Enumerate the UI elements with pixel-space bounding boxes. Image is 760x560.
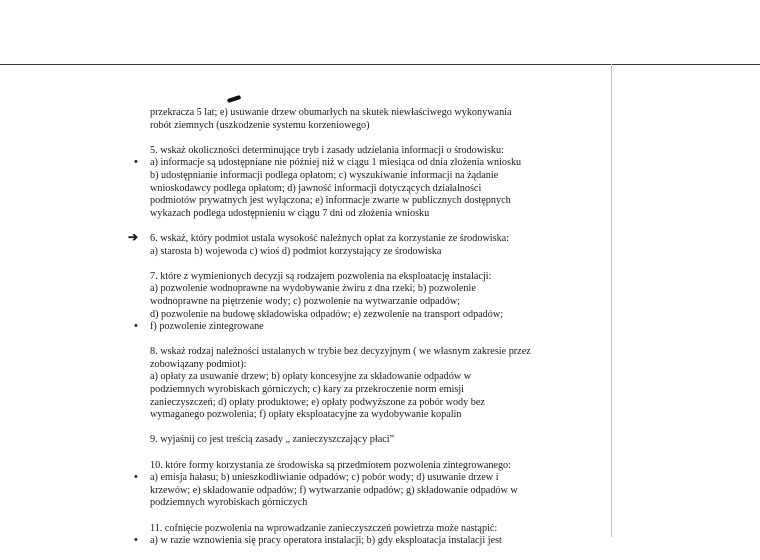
question-text: 6. wskaż, który podmiot ustala wysokość należnych opłat za korzystanie ze środowiska: <box>150 232 510 244</box>
bullet-mark-icon: • <box>134 320 138 333</box>
question-11 <box>134 522 610 548</box>
answer-line: d) pozwolenie na budowę składowiska odpadów; e) zezwolenie na transport odpadów; <box>150 308 504 320</box>
handwritten-arrow-icon: ➔ <box>128 229 139 244</box>
question-title: 10. które formy korzystania ze środowiska są przedmiotem pozwolenia zintegrowanego: <box>150 459 511 471</box>
question-title: 5. wskaż okoliczności determinujące tryb i zasady udzielania informacji o środowisku: <box>150 144 504 156</box>
question-8 <box>150 346 610 422</box>
question-7 <box>134 270 610 334</box>
question-title: 8. wskaż rodzaj należności ustalanych w trybie bez decyzyjnym ( we własnym zakresie przez <box>150 346 531 358</box>
scan-edge-right <box>611 64 612 537</box>
question-9 <box>150 434 610 447</box>
question-title: 11. cofnięcie pozwolenia na wprowadzanie zanieczyszczeń powietrza może nastąpić: <box>150 522 498 534</box>
bullet-mark-icon: • <box>134 471 138 484</box>
answer-line: a) pozwolenie wodnoprawne na wydobywanie żwiru z dna rzeki; b) pozwolenie <box>150 283 476 295</box>
answer-line: krzewów; e) składowanie odpadów; f) wytwarzanie odpadów; g) składowanie odpadów w <box>150 484 518 496</box>
answer-line: wykazach podlega udostępnieniu w ciągu 7 dni od złożenia wniosku <box>150 207 430 219</box>
question-10 <box>134 459 610 510</box>
question-title: 9. wyjaśnij co jest treścią zasady „ zanieczyszczający płaci” <box>150 434 395 446</box>
answer-text: a) emisja hałasu; b) unieszkodliwianie odpadów; c) pobór wody; d) usuwanie drzew i <box>150 472 499 484</box>
answer-line: wymaganego pozwolenia; f) opłaty eksploatacyjne za wydobywanie kopalin <box>150 409 462 421</box>
answer-line: podziemnych wyrobiskach górniczych <box>150 497 308 509</box>
question-title <box>128 229 610 246</box>
question-title: zobowiązany podmiot): <box>150 358 247 370</box>
answer-line: wodnoprawne na piętrzenie wody; c) pozwolenie na wytwarzanie odpadów; <box>150 295 461 307</box>
answer-line: a) starosta b) wojewoda c) wioś d) podmiot korzystający ze środowiska <box>150 245 442 257</box>
answer-line <box>134 320 610 334</box>
answer-line <box>134 156 610 170</box>
handwritten-tick-mark <box>227 95 242 103</box>
answer-line: b) udostępnianie informacji podlega opłatom; c) wyszukiwanie informacji na żądanie <box>150 169 499 181</box>
text-line: przekracza 5 lat; e) usuwanie drzew obumarłych na skutek niewłaściwego wykonywania <box>150 107 512 118</box>
bullet-mark-icon: • <box>134 534 138 547</box>
answer-line: zanieczyszczeń; d) opłaty produktowe; e) opłaty podwyższone za pobór wody bez <box>150 396 485 408</box>
answer-line: wnioskodawcy podlega opłatom; d) jawność informacji dotyczących działalności <box>150 182 482 194</box>
answer-text: f) pozwolenie zintegrowane <box>150 321 264 333</box>
question-4-continuation <box>150 107 610 132</box>
answer-line: a) opłaty za usuwanie drzew; b) opłaty koncesyjne za składowanie odpadów w <box>150 371 472 383</box>
text-line: robót ziemnych (uszkodzenie systemu korzeniowego) <box>150 119 370 131</box>
document-page <box>128 107 610 560</box>
question-5 <box>134 144 610 221</box>
scan-edge-top <box>0 64 760 65</box>
question-6 <box>128 229 610 258</box>
answer-line <box>134 471 610 485</box>
bullet-mark-icon: • <box>134 156 138 169</box>
answer-text: a) w razie wznowienia się pracy operatora instalacji; b) gdy eksploatacja instalacji jest <box>150 535 502 547</box>
question-title: 7. które z wymienionych decyzji są rodzajem pozwolenia na eksploatację instalacji: <box>150 270 492 282</box>
answer-line-cut-off <box>134 534 610 548</box>
answer-line: podmiotów prywatnych jest wyłączona; e) informacje zwarte w publicznych dostępnych <box>150 195 511 207</box>
answer-line: podziemnych wyrobiskach górniczych; c) kary za przekroczenie norm emisji <box>150 384 464 396</box>
answer-text: a) informacje są udostępniane nie później niż w ciągu 1 miesiąca od dnia złożenia wniosku <box>150 157 522 169</box>
